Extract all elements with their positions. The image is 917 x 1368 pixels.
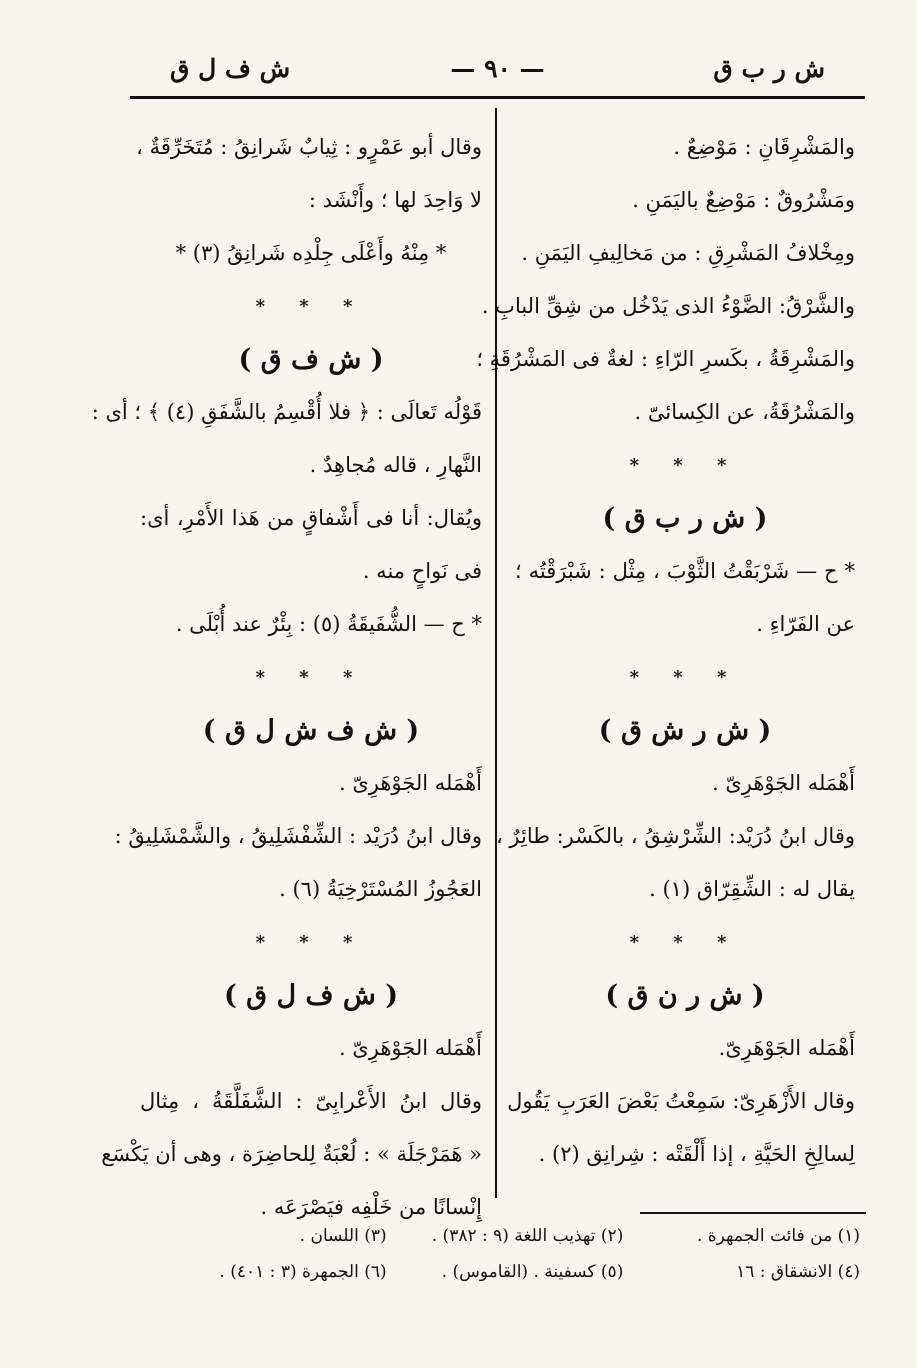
right-column xyxy=(476,124,855,1184)
left-column xyxy=(91,124,482,1237)
text-line: أَهْمَله الجَوْهَرِىّ . xyxy=(338,1036,482,1060)
footnote: (٦) الجمهرة (٣ : ٤٠١) . xyxy=(219,1262,387,1282)
entry-heading: ( ش ف ق ) xyxy=(238,344,384,375)
section-separator: * * * xyxy=(629,932,741,953)
text-line: وقال أبو عَمْرٍو : ثِيابٌ شَرانِقُ : مُتَخَرِّقَةٌ ، xyxy=(136,135,482,159)
section-separator: * * * xyxy=(629,455,741,476)
text-line: والمَشْرِقَةُ ، بكَسرِ الرّاءِ : لغةٌ فى المَشْرُقَةِ ؛ xyxy=(476,347,855,371)
entry-heading: ( ش ف ل ق ) xyxy=(223,980,399,1011)
page-number: — ٩٠ — xyxy=(450,54,545,83)
footnotes xyxy=(150,1218,860,1290)
entry-heading: ( ش ر ن ق ) xyxy=(605,980,765,1011)
column-divider xyxy=(495,108,497,1198)
right-running-head: ش ر ب ق xyxy=(713,54,825,83)
text-line: * مِنْهُ وأَعْلَى جِلْدِه شَرانِقُ (٣) * xyxy=(175,241,447,265)
text-line: والمَشْرِقَانِ : مَوْضِعٌ . xyxy=(673,135,855,159)
footnote: (٣) اللسان . xyxy=(299,1226,387,1246)
left-running-head: ش ف ل ق xyxy=(170,54,291,83)
footnote-rule xyxy=(640,1212,866,1214)
text-line: وقال ابنُ دُرَيْد : الشِّفْشَلِيقُ ، والشَّمْشَلِيقُ : xyxy=(114,824,482,848)
text-line: يقال له : الشِّقِرّاق (١) . xyxy=(649,877,855,901)
text-line: لِسالِخِ الحَيَّةِ ، إذا أَلْقَتْه : شِرانِق (٢) . xyxy=(538,1142,855,1166)
footnote-row xyxy=(150,1254,860,1290)
text-line: قَوْلُه تَعالَى : ﴿ فلا أُقْسِمُ بالشَّفَقِ (٤) ﴾ ؛ أى : xyxy=(91,400,482,424)
text-line: ويُقال: أنا فى أَشْفاقٍ من هَذا الأَمْرِ، أى: xyxy=(140,506,482,530)
text-line: فى نَواحٍ منه . xyxy=(362,559,482,583)
section-separator: * * * xyxy=(255,932,367,953)
footnote: (٤) الانشقاق : ١٦ xyxy=(736,1262,860,1282)
header-rule xyxy=(130,96,865,99)
footnote-row xyxy=(150,1218,860,1254)
text-line: والشَّرْقُ: الضَّوْءُ الذى يَدْخُل من شِقِّ البابِ . xyxy=(481,294,855,318)
section-separator: * * * xyxy=(629,667,741,688)
text-line: « هَمَرْجَلَة » : لُعْبَةٌ لِلحاضِرَة ، وهى أن يَكْسَع xyxy=(101,1142,482,1166)
section-separator: * * * xyxy=(255,296,367,317)
text-line: لا وَاحِدَ لها ؛ وأَنْشَد : xyxy=(308,188,482,212)
footnote: (٥) كسفينة . (القاموس) . xyxy=(441,1262,624,1282)
text-line: ومَشْرُوقٌ : مَوْضِعٌ باليَمَنِ . xyxy=(632,188,855,212)
text-line: عن الفَرّاءِ . xyxy=(756,612,855,636)
text-line: العَجُوزُ المُسْتَرْخِيَةُ (٦) . xyxy=(279,877,482,901)
text-line: النَّهارِ ، قاله مُجاهِدٌ . xyxy=(309,453,482,477)
section-separator: * * * xyxy=(255,667,367,688)
text-line: * ح — شَرْبَقْتُ الثَّوْبَ ، مِثْل : شَبْرَقْتُه ؛ xyxy=(515,559,855,583)
text-line: أَهْمَله الجَوْهَرِىّ. xyxy=(718,1036,855,1060)
text-line: وقال ابنُ الأَعْرابِىّ : الشَّفَلَّقَةُ ، مِثال xyxy=(140,1089,482,1113)
text-line: ومِخْلافُ المَشْرِقِ : من مَخالِيفِ اليَمَنِ . xyxy=(521,241,855,265)
text-line: وقال ابنُ دُرَيْد: الشِّرْشِقُ ، بالكَسْر: طائِرٌ ، xyxy=(495,824,855,848)
text-line: * ح — الشُّفَيقَةُ (٥) : بِئْرٌ عند أُبْلَى . xyxy=(175,612,482,636)
page-header xyxy=(130,48,865,94)
text-line: وقال الأَزْهَرِىّ: سَمِعْتُ بَعْضَ العَرَبِ يَقُول xyxy=(507,1089,855,1113)
footnote: (١) من فائت الجمهرة . xyxy=(696,1226,860,1246)
text-line: إِنْسانًا من خَلْفِه فيَصْرَعَه . xyxy=(260,1195,482,1219)
text-line: أَهْمَله الجَوْهَرِىّ . xyxy=(338,771,482,795)
entry-heading: ( ش ر ش ق ) xyxy=(598,715,772,746)
entry-heading: ( ش ر ب ق ) xyxy=(602,503,768,534)
text-line: أَهْمَله الجَوْهَرِىّ . xyxy=(711,771,855,795)
entry-heading: ( ش ف ش ل ق ) xyxy=(202,715,420,746)
text-line: والمَشْرُقَةُ، عن الكِسائىّ . xyxy=(634,400,855,424)
footnote: (٢) تهذيب اللغة (٩ : ٣٨٢) . xyxy=(431,1226,624,1246)
